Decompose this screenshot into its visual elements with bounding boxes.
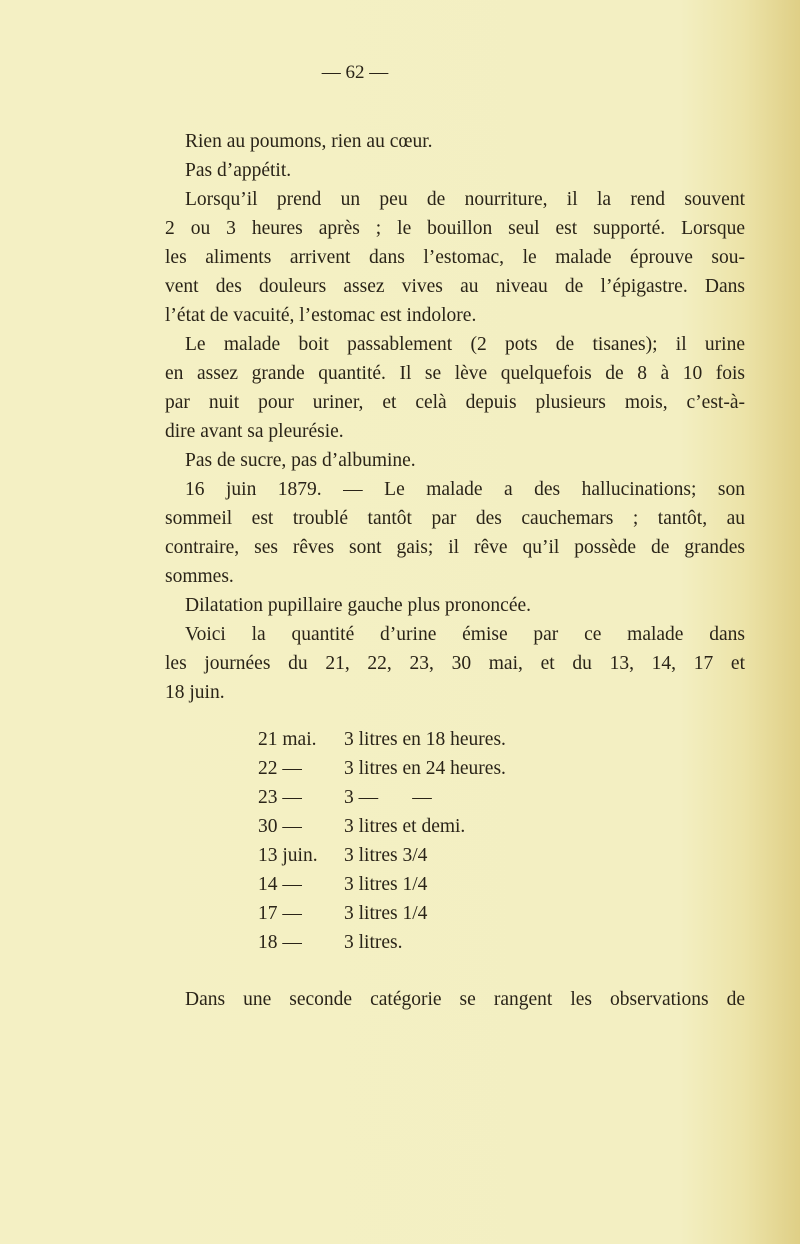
table-date: 30 —	[258, 816, 302, 837]
text-line: Pas d’appétit.	[185, 160, 292, 181]
text-line: 2 ou 3 heures après ; le bouillon seul est supporté. Lorsque	[165, 218, 745, 239]
text-line: l’état de vacuité, l’estomac est indolore.	[165, 305, 477, 326]
text-line: Pas de sucre, pas d’albumine.	[185, 450, 416, 471]
text-line: les journées du 21, 22, 23, 30 mai, et du 13, 14, 17 et	[165, 653, 745, 674]
table-date: 23 —	[258, 787, 302, 808]
table-date: 14 —	[258, 874, 302, 895]
table-value: 3 litres 1/4	[344, 903, 428, 924]
final-line: Dans une seconde catégorie se rangent les observations de	[185, 989, 745, 1010]
table-value: 3 litres en 24 heures.	[344, 758, 506, 779]
text-line: Dilatation pupillaire gauche plus prononcée.	[185, 595, 532, 616]
text-line: sommeil est troublé tantôt par des cauchemars ; tantôt, au	[165, 508, 745, 529]
text-line: les aliments arrivent dans l’estomac, le malade éprouve sou-	[165, 247, 745, 268]
text-line: vent des douleurs assez vives au niveau de l’épigastre. Dans	[165, 276, 745, 297]
table-value: 3 litres 1/4	[344, 874, 428, 895]
table-date: 13 juin.	[258, 845, 318, 866]
text-line: en assez grande quantité. Il se lève quelquefois de 8 à 10 fois	[165, 363, 745, 384]
text-line: Rien au poumons, rien au cœur.	[185, 131, 433, 152]
page-number: — 62 —	[321, 62, 389, 83]
table-value: 3 litres en 18 heures.	[344, 729, 506, 750]
table-date: 22 —	[258, 758, 302, 779]
text-line: contraire, ses rêves sont gais; il rêve qu’il possède de grandes	[165, 537, 745, 558]
text-line: 16 juin 1879. — Le malade a des hallucinations; son	[185, 479, 745, 500]
table-value: 3 litres 3/4	[344, 845, 428, 866]
text-line: Le malade boit passablement (2 pots de tisanes); il urine	[185, 334, 745, 355]
text-line: par nuit pour uriner, et celà depuis plusieurs mois, c’est-à-	[165, 392, 745, 413]
table-date: 17 —	[258, 903, 302, 924]
table-value: 3 — —	[344, 787, 432, 808]
table-value: 3 litres et demi.	[344, 816, 466, 837]
text-line: sommes.	[165, 566, 234, 587]
table-date: 18 —	[258, 932, 302, 953]
text-line: 18 juin.	[165, 682, 225, 703]
table-date: 21 mai.	[258, 729, 317, 750]
text-line: dire avant sa pleurésie.	[165, 421, 344, 442]
table-value: 3 litres.	[344, 932, 403, 953]
text-line: Lorsqu’il prend un peu de nourriture, il la rend souvent	[185, 189, 745, 210]
text-line: Voici la quantité d’urine émise par ce malade dans	[185, 624, 745, 645]
